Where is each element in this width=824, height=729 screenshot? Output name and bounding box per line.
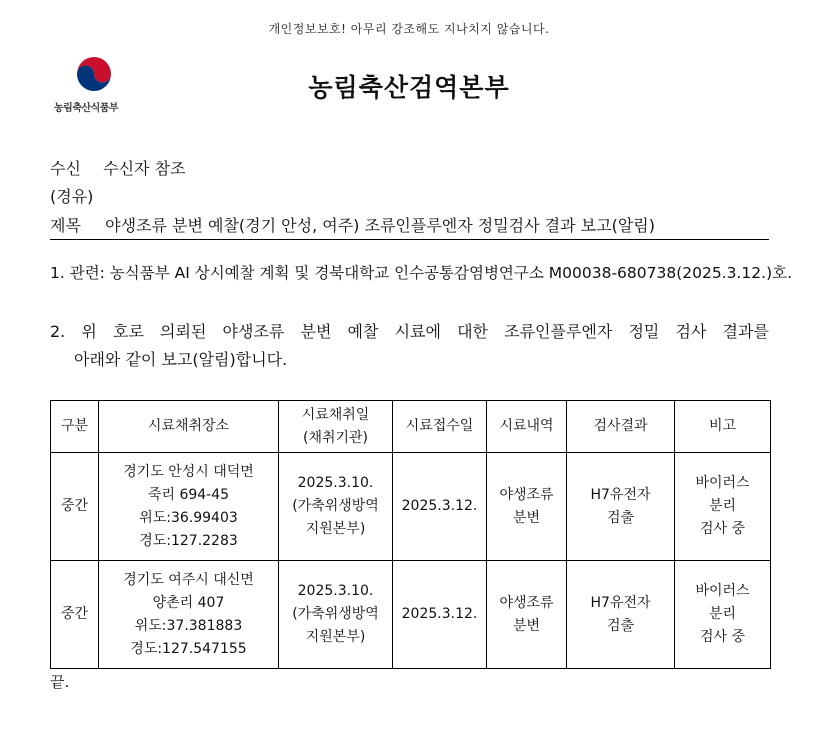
subject-line [50,213,655,236]
remark-line-3: 검사 중 [699,521,746,537]
recipient-label: 수신 [50,159,81,178]
item2-word: 의뢰된 [160,322,207,341]
item2-word: 호로 [112,322,144,341]
collect-agency-line-2: 지원본부) [305,629,366,645]
item2-word: 야생조류 [222,322,285,341]
body-item-2-number: 2. [50,322,66,341]
result-line-1: H7유전자 [590,486,651,503]
result-line-1: H7유전자 [590,594,651,611]
header-collect-date-line-1: 시료채취일 [301,406,370,423]
location-lot: 죽리 694-45 [147,486,230,503]
body-item-2-line-2: 아래와 같이 보고(알림)합니다. [74,350,288,369]
sample-line-1: 야생조류 [499,594,554,611]
subject-divider [50,239,769,240]
recipient-line [50,156,185,179]
body-item-1: 1. 관련: 농식품부 AI 상시예찰 계획 및 경북대학교 인수공통감염병연구소 M00038-680738(2025.3.12.)호. [50,264,793,282]
location-latitude: 위도:37.381883 [134,617,243,634]
item2-word: 정밀 [628,322,660,341]
item2-word: 분변 [300,322,332,341]
end-mark: 끝. [50,673,70,691]
collect-date: 2025.3.10. [297,583,374,599]
location-longitude: 경도:127.547155 [130,640,247,657]
cell-remark [675,453,771,561]
table-row [51,453,771,561]
via-line: (경유) [50,187,94,206]
cell-result [567,561,675,669]
cell-location [99,561,279,669]
remark-line-2: 분리 [708,606,737,622]
header-result: 검사결과 [567,401,675,453]
location-latitude: 위도:36.99403 [139,509,238,526]
table-row [51,561,771,669]
collect-agency-line-2: 지원본부) [305,521,366,537]
header-category: 구분 [51,401,99,453]
recipient-value: 수신자 참조 [103,159,186,178]
item2-word: 예찰 [347,322,379,341]
agency-title: 농림축산검역본부 [308,73,510,102]
sample-line-2: 분변 [512,617,541,634]
body-item-2 [50,318,769,374]
remark-line-2: 분리 [708,498,737,514]
table-header-row [51,401,771,453]
item2-word: 결과를 [722,322,769,341]
collect-agency-line-1: (가축위생방역 [292,606,379,622]
header-receipt-date: 시료접수일 [393,401,487,453]
item2-word: 시료에 [394,322,441,341]
subject-label: 제목 [50,216,81,235]
location-address: 경기도 여주시 대신면 [123,571,254,588]
cell-category: 중간 [51,561,99,669]
location-longitude: 경도:127.2283 [139,532,238,549]
location-address: 경기도 안성시 대덕면 [123,463,254,480]
cell-location [99,453,279,561]
header-remark: 비고 [675,401,771,453]
item2-word: 위 [81,322,97,341]
header-sample: 시료내역 [487,401,567,453]
cell-category: 중간 [51,453,99,561]
header-collect-date-line-2: (채취기관) [302,429,369,446]
subject-value: 야생조류 분변 예찰(경기 안성, 여주) 조류인플루엔자 정밀검사 결과 보고(알림) [105,216,655,235]
cell-collect-date [279,453,393,561]
location-lot: 양촌리 407 [152,594,225,611]
cell-result [567,453,675,561]
cell-sample [487,453,567,561]
item2-word: 검사 [675,322,707,341]
logo-text: 농림축산식품부 [54,103,119,114]
collect-date: 2025.3.10. [297,475,374,491]
cell-remark [675,561,771,669]
item2-word: 대한 [457,322,488,341]
remark-line-1: 바이러스 [695,475,750,491]
cell-sample [487,561,567,669]
header-collect-date [279,401,393,453]
header-location: 시료채취장소 [99,401,279,453]
remark-line-3: 검사 중 [699,629,746,645]
cell-receipt-date: 2025.3.12. [393,453,487,561]
privacy-notice: 개인정보보호! 아무리 강조해도 지나치지 않습니다. [268,22,550,36]
result-line-2: 검출 [606,509,635,526]
cell-collect-date [279,561,393,669]
cell-receipt-date: 2025.3.12. [393,561,487,669]
item2-word: 조류인플루엔자 [504,322,613,341]
sample-line-1: 야생조류 [499,486,554,503]
remark-line-1: 바이러스 [695,583,750,599]
body-item-2-line-1 [50,318,769,346]
collect-agency-line-1: (가축위생방역 [292,498,379,514]
sample-line-2: 분변 [512,509,541,526]
result-line-2: 검출 [606,617,635,634]
results-table [50,400,771,669]
